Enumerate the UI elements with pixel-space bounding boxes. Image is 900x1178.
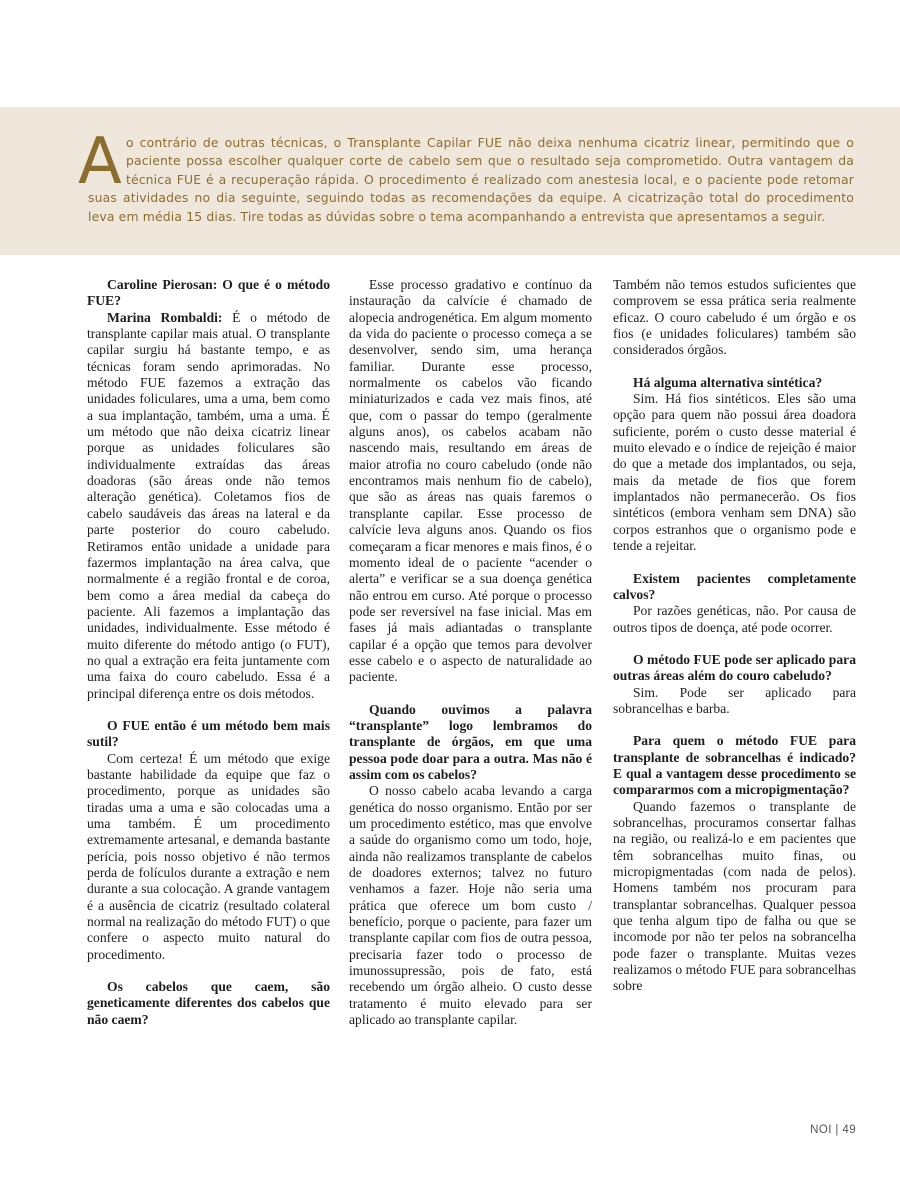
column-1 <box>87 277 330 1028</box>
answer-6: Por razões genéticas, não. Por causa de outros tipos de doença, até pode ocorrer. <box>613 603 856 635</box>
lead-paragraph <box>78 125 854 226</box>
answer-3: Esse processo gradativo e contínuo da instauração da calvície é chamado de alopecia androgenética. Em algum momento da vida do paciente o processo começa a se desenvolver, sendo sim, uma herança familiar. Durante esse processo, normalmente os cabelos vão ficando miniaturizados e cada vez mais finos, até que, com o passar do tempo (geralmente alguns anos), os cabelos acabam não nascendo mais, resultando em áreas de maior atrofia no couro cabeludo (onde não encontramos mais nenhum fio de cabelo), que são as áreas nas quais faremos o transplante capilar. Esse processo de calvície leva alguns anos. Quando os fios começaram a ficar menores e mais finos, é o momento ideal de o paciente “acender o alerta” e verificar se a sua doença genética não entrou em curso. Até porque o processo pode ser reversível na fase inicial. Mas em fases já mais adiantadas o transplante capilar é a opção que temos para devolver esse cabelo e o aspecto de naturalidade ao paciente. <box>349 277 592 685</box>
drop-cap: A <box>78 125 122 199</box>
question-7: O método FUE pode ser aplicado para outras áreas além do couro cabeludo? <box>613 651 856 684</box>
answer-2: Com certeza! É um método que exige bastante habilidade da equipe que faz o procedimento, porque as unidades são tiradas uma a uma e são colocadas uma a uma também. É um procedimento extremamente artesanal, e demanda bastante perícia, pois nosso objetivo é não termos perda de folículos durante a extração e nem durante a sua colocação. A grande vantagem é a ausência de cicatriz (resultado colateral normal na realização do método FUT) o que confere o aspecto muito natural do procedimento. <box>87 750 330 962</box>
column-3 <box>613 277 856 995</box>
lead-text: o contrário de outras técnicas, o Transplante Capilar FUE não deixa nenhuma cicatriz linear, permitindo que o paciente possa escolher qualquer corte de cabelo sem que o resultado seja comprometido. Outra vantagem da técnica FUE é a recuperação rápida. O procedimento é realizado com anestesia local, e o paciente pode retomar suas atividades no dia seguinte, seguindo todas as recomendações da equipe. A cicatrização total do procedimento leva em média 15 dias. Tire todas as dúvidas sobre o tema acompanhando a entrevista que apresentamos a seguir. <box>88 135 854 224</box>
column-2 <box>349 277 592 1028</box>
question-5: Há alguma alternativa sintética? <box>633 374 823 390</box>
question-4: Quando ouvimos a palavra “transplante” logo lembramos do transplante de órgãos, em que uma pessoa pode doar para a outra. Mas não é assim com os cabelos? <box>349 701 592 782</box>
answer-1-text: É o método de transplante capilar mais atual. O transplante capilar surgiu há bastante tempo, e as técnicas foram sendo aprimoradas. No método FUE fazemos a extração das unidades foliculares, uma a uma, bem como a sua implantação, também, uma a uma. É um método que não deixa cicatriz linear porque as unidades foliculares são individualmente extraídas das áreas doadoras (são áreas onde não temos alteração genética). Coletamos fios de cabelo saudáveis das áreas na lateral e da parte posterior do couro cabeludo. Retiramos então unidade a unidade para fazermos implantação na área calva, que normalmente é a região frontal e de coroa, bem como a área medial da cabeça do paciente. Ali fazemos a implantação das unidades, individualmente. Esse método é muito diferente do método antigo (o FUT), no qual a extração era feita juntamente com uma faixa do couro cabeludo. Essa é a principal diferença entre os dois métodos. <box>87 309 330 701</box>
speaker-name: Marina Rombaldi: <box>107 309 223 325</box>
answer-8: Quando fazemos o transplante de sobrancelhas, procuramos consertar falhas na região, ou realizá-lo e em pacientes que têm sobrancelhas muito finas, ou micropigmentadas (com nada de pelos). Homens também nos procuram para transplantar sobrancelhas. Qualquer pessoa que tenha algum tipo de falha ou que se incomode por não ter pelos na sobrancelha pode fazer o transplante. Muitas vezes realizamos o método FUE para sobrancelhas sobre <box>613 798 856 994</box>
answer-5: Sim. Há fios sintéticos. Eles são uma opção para quem não possui área doadora suficiente, porém o custo desse material é muito elevado e o índice de rejeição é maior do que a metade dos implantados, ou seja, mais da metade de fios que forem implantados não permanecerão. Os fios sintéticos (embora venham sem DNA) são corpos estranhos que o organismo pode e tende a rejeitar. <box>613 391 856 554</box>
answer-4-continued: Também não temos estudos suficientes que comprovem se essa prática seria realmente eficaz. O couro cabeludo é um órgão e os fios (e unidades foliculares) também são considerados órgãos. <box>613 277 856 358</box>
question-1: Caroline Pierosan: O que é o método FUE? <box>87 277 330 309</box>
question-6: Existem pacientes completamente calvos? <box>613 570 856 602</box>
question-2: O FUE então é um método bem mais sutil? <box>87 717 330 750</box>
answer-1 <box>87 310 330 702</box>
page-folio: NOI | 49 <box>810 1124 856 1136</box>
question-8: Para quem o método FUE para transplante de sobrancelhas é indicado? E qual a vantagem desse procedimento se compararmos com a micropigmentação? <box>613 733 856 798</box>
answer-7: Sim. Pode ser aplicado para sobrancelhas e barba. <box>613 684 856 716</box>
question-3: Os cabelos que caem, são geneticamente diferentes dos cabelos que não caem? <box>87 979 330 1027</box>
answer-4: O nosso cabelo acaba levando a carga genética do nosso organismo. Então por ser um procedimento estético, mas que envolve a saúde do organismo como um todo, hoje, ainda não realizamos transplante de cabelos de doadores externos; talvez no futuro venhamos a fazer. Hoje não seria uma prática que oferece um bom custo / benefício, porque o paciente, para fazer um transplante capilar com fios de outra pessoa, precisaria fazer todo o processo de imunossupressão, pois de fato, está recebendo um órgão alheio. O custo desse tratamento é muito elevado para ser aplicado ao transplante capilar. <box>349 783 592 1028</box>
